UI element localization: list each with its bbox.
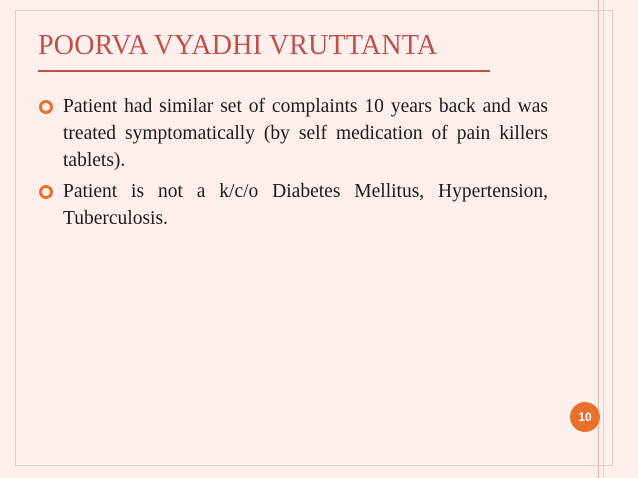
bullet-text: Patient is not a k/c/o Diabetes Mellitus, Hypertension, Tuberculosis. [63,181,548,229]
bullet-text: Patient had similar set of complaints 10 years back and was treated symptomatically (by self medication of pain killers tablets). [63,96,548,171]
slide-title: POORVA VYADHI VRUTTANTA [38,30,438,61]
bullet-item [38,93,548,174]
bullet-item [38,178,548,232]
page-number-badge: 10 [570,402,600,432]
right-rule-line-secondary [603,0,604,478]
title-underline [38,70,490,72]
slide-frame [15,10,613,466]
ring-bullet-icon [39,185,53,199]
bullet-list [38,93,548,236]
right-rule-line [598,0,599,478]
ring-bullet-icon [39,100,53,114]
